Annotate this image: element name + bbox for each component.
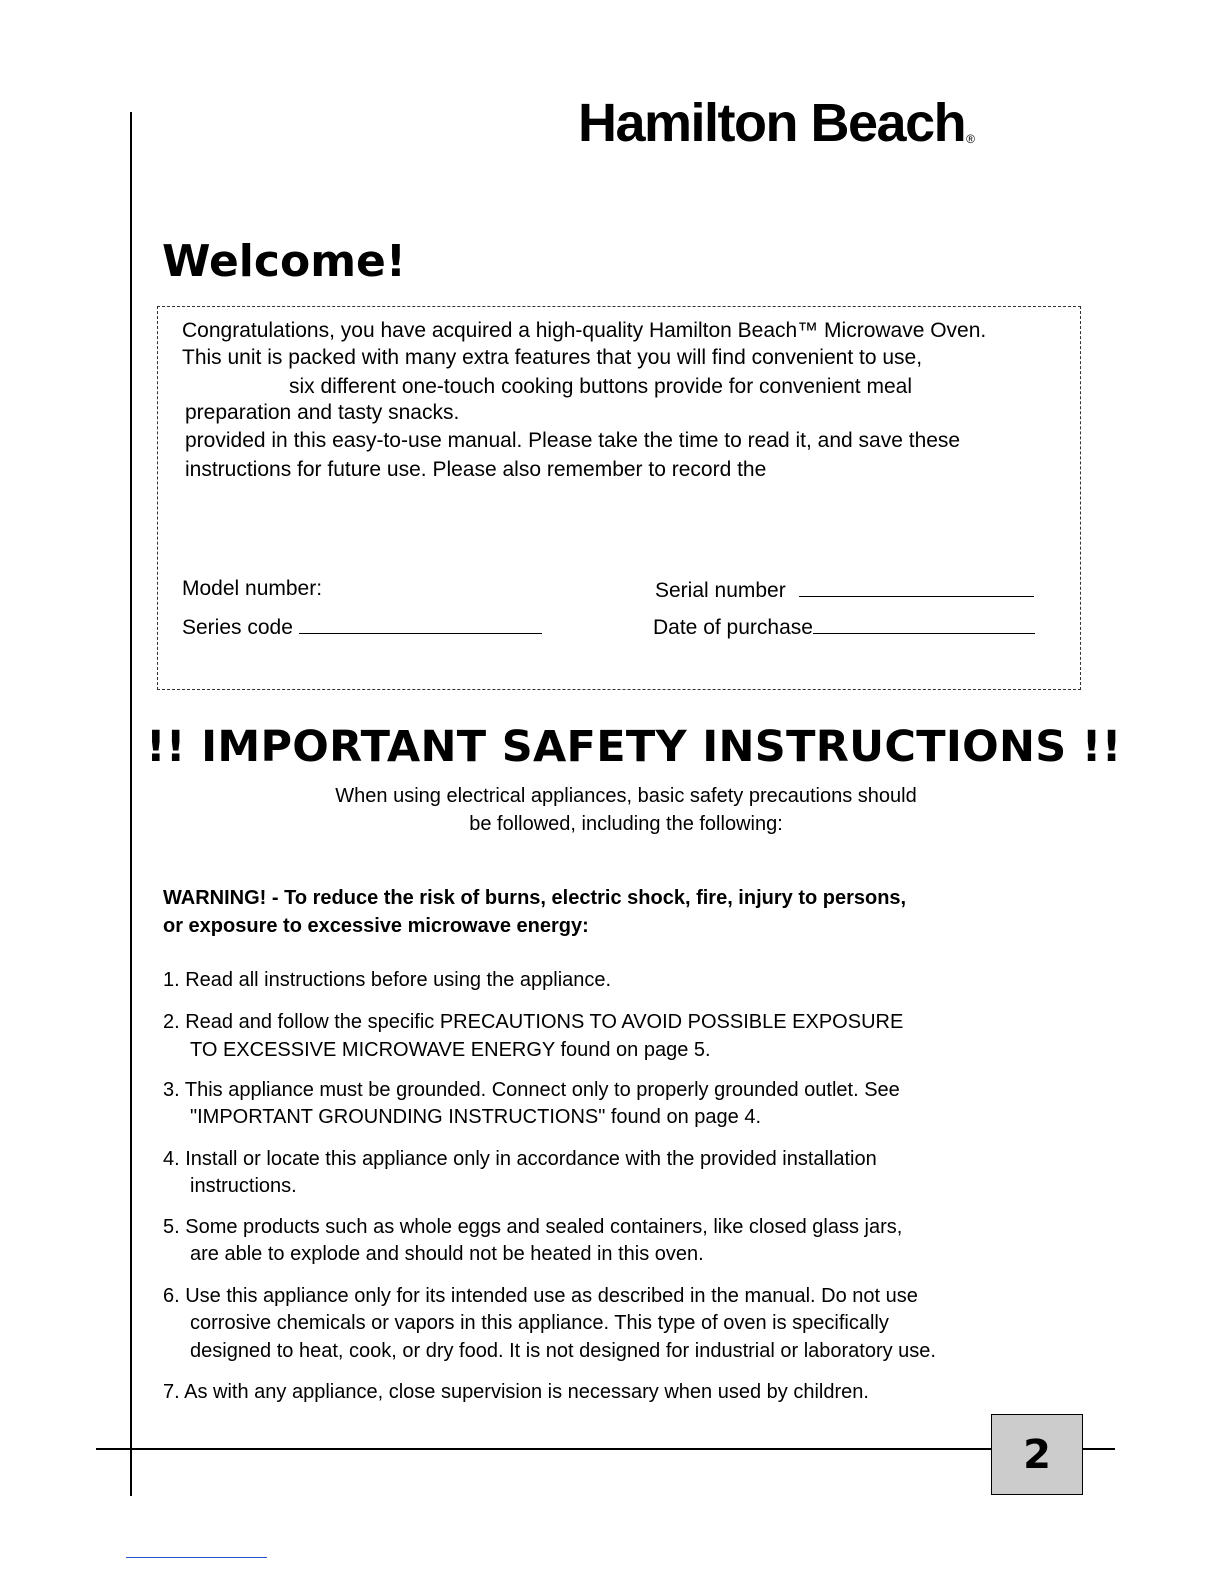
safety-item-7: 7. As with any appliance, close supervision is necessary when used by children. bbox=[163, 1381, 869, 1403]
intro-line-4: preparation and tasty snacks. bbox=[185, 401, 460, 424]
series-code-blank bbox=[299, 632, 542, 634]
intro-line-5: provided in this easy-to-use manual. Please take the time to read it, and save these bbox=[185, 429, 961, 452]
safety-item-1: 1. Read all instructions before using the appliance. bbox=[163, 969, 612, 991]
intro-line-6: instructions for future use. Please also remember to record the bbox=[185, 458, 767, 481]
intro-line-1: Congratulations, you have acquired a high-quality Hamilton Beach™ Microwave Oven. bbox=[182, 319, 987, 342]
date-of-purchase-label: Date of purchase bbox=[653, 616, 813, 639]
safety-subtitle-line-1: When using electrical appliances, basic safety precautions should bbox=[335, 785, 917, 807]
safety-subtitle-line-2: be followed, including the following: bbox=[469, 813, 783, 835]
intro-line-3: six different one-touch cooking buttons provide for convenient meal bbox=[289, 375, 912, 398]
model-number-label: Model number: bbox=[182, 577, 323, 600]
page-number: 2 bbox=[1023, 1431, 1051, 1478]
brand-logo-text: Hamilton Beach bbox=[578, 93, 966, 153]
series-code-field bbox=[182, 617, 542, 638]
model-number-field bbox=[182, 578, 322, 599]
registered-mark: ® bbox=[966, 132, 975, 146]
safety-heading: !! IMPORTANT SAFETY INSTRUCTIONS !! bbox=[146, 722, 1122, 772]
safety-item-5-cont: are able to explode and should not be heated in this oven. bbox=[190, 1243, 704, 1265]
welcome-heading: Welcome! bbox=[162, 236, 406, 287]
footer-link-underline bbox=[126, 1557, 267, 1558]
brand-logo bbox=[578, 92, 975, 154]
series-code-label: Series code bbox=[182, 616, 293, 639]
warning-line-2: or exposure to excessive microwave energy: bbox=[163, 915, 589, 937]
safety-item-5: 5. Some products such as whole eggs and sealed containers, like closed glass jars, bbox=[163, 1216, 903, 1238]
serial-number-blank bbox=[799, 595, 1034, 597]
page-number-box bbox=[991, 1414, 1083, 1495]
serial-number-field bbox=[655, 580, 1034, 601]
intro-line-2: This unit is packed with many extra features that you will find convenient to use, bbox=[182, 346, 923, 369]
date-of-purchase-blank bbox=[813, 632, 1035, 634]
serial-number-label: Serial number bbox=[655, 579, 786, 602]
safety-item-6: 6. Use this appliance only for its intended use as described in the manual. Do not use bbox=[163, 1285, 918, 1307]
safety-item-4: 4. Install or locate this appliance only in accordance with the provided installation bbox=[163, 1148, 877, 1170]
safety-item-4-cont: instructions. bbox=[190, 1175, 297, 1197]
footer-rule bbox=[96, 1448, 1115, 1450]
safety-item-2-cont: TO EXCESSIVE MICROWAVE ENERGY found on page 5. bbox=[190, 1039, 711, 1061]
safety-item-3-cont: "IMPORTANT GROUNDING INSTRUCTIONS" found on page 4. bbox=[190, 1106, 762, 1128]
warning-line-1: WARNING! - To reduce the risk of burns, electric shock, fire, injury to persons, bbox=[163, 887, 907, 909]
date-of-purchase-field bbox=[653, 617, 1035, 638]
safety-item-6-cont-1: corrosive chemicals or vapors in this appliance. This type of oven is specifically bbox=[190, 1312, 889, 1334]
safety-item-3: 3. This appliance must be grounded. Connect only to properly grounded outlet. See bbox=[163, 1079, 900, 1101]
safety-item-6-cont-2: designed to heat, cook, or dry food. It is not designed for industrial or laboratory use. bbox=[190, 1340, 936, 1362]
safety-item-2: 2. Read and follow the specific PRECAUTIONS TO AVOID POSSIBLE EXPOSURE bbox=[163, 1011, 904, 1033]
